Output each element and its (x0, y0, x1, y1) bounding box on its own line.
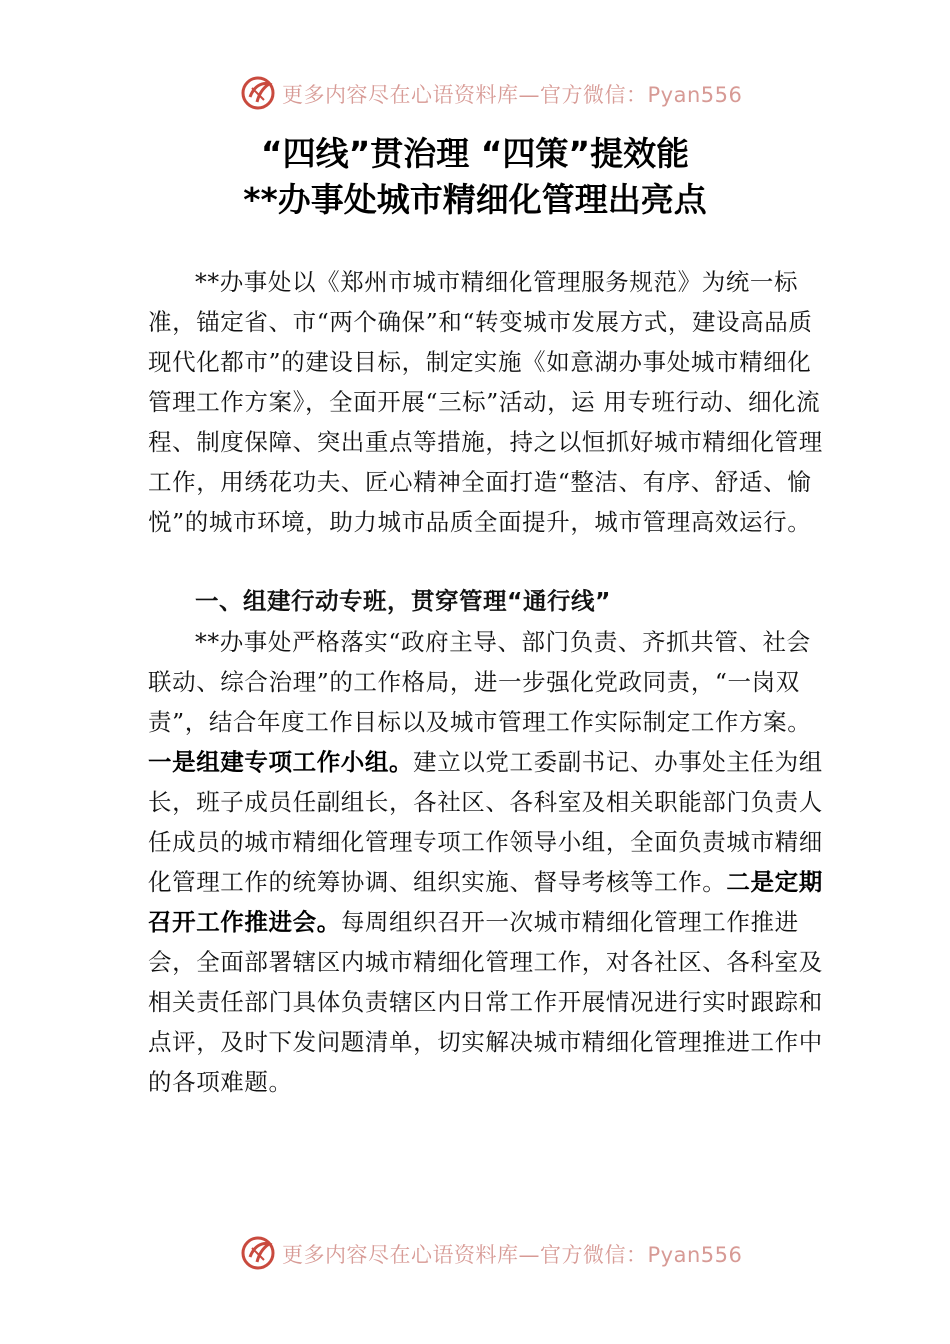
section1-bold-2: 二是定期召开工作推进会。 (148, 868, 823, 936)
section1-text-b: 建立以党工委副书记、办事处主任为组长，班子成员任副组长，各社区、各科室及相关职能部门负责人任成员的城市精细化管理专项工作领导小组，全面负责城市精细化管理工作的统筹协调、组织实施、督导考核等工作。 (148, 748, 823, 896)
watermark-text: 更多内容尽在心语资料库—官方微信：Pyan556 (282, 83, 743, 107)
section1-bold-1: 一是组建专项工作小组。 (148, 748, 414, 776)
section1-text-c: 每周组织召开一次城市精细化管理工作推进会，全面部署辖区内城市精细化管理工作，对各社区、各科室及相关责任部门具体负责辖区内日常工作开展情况进行实时跟踪和点评，及时下发问题清单，切实解决城市精细化管理推进工作中的各项难题。 (148, 908, 823, 1096)
intro-paragraph: **办事处以《郑州市城市精细化管理服务规范》为统一标准，锚定省、市“两个确保”和“转变城市发展方式，建设高品质现代化都市”的建设目标，制定实施《如意湖办事处城市精细化管理工作方案》，全面开展“三标”活动，运 用专班行动、细化流程、制度保障、突出重点等措施，持之以恒抓好城市精细化管理工作，用绣花功夫、匠心精神全面打造“整洁、有序、舒适、愉悦”的城市环境，助力城市品质全面提升，城市管理高效运行。 (148, 268, 823, 536)
footer-watermark (0, 1232, 950, 1272)
section1-text-a: **办事处严格落实“政府主导、部门负责、齐抓共管、社会联动、综合治理”的工作格局，进一步强化党政同责，“一岗双责”，结合年度工作目标以及城市管理工作实际制定工作方案。 (148, 628, 812, 736)
logo-icon (238, 1232, 278, 1272)
document-title-line1: “四线”贯治理 “四策”提效能 (260, 134, 690, 173)
section-heading: 一、组建行动专班，贯穿管理“通行线” (195, 587, 611, 615)
document-title-line2: **办事处城市精细化管理出亮点 (243, 180, 707, 219)
watermark-text: 更多内容尽在心语资料库—官方微信：Pyan556 (282, 1243, 743, 1267)
logo-icon (238, 72, 278, 112)
section1-paragraph (148, 622, 828, 1102)
header-watermark (0, 72, 950, 112)
